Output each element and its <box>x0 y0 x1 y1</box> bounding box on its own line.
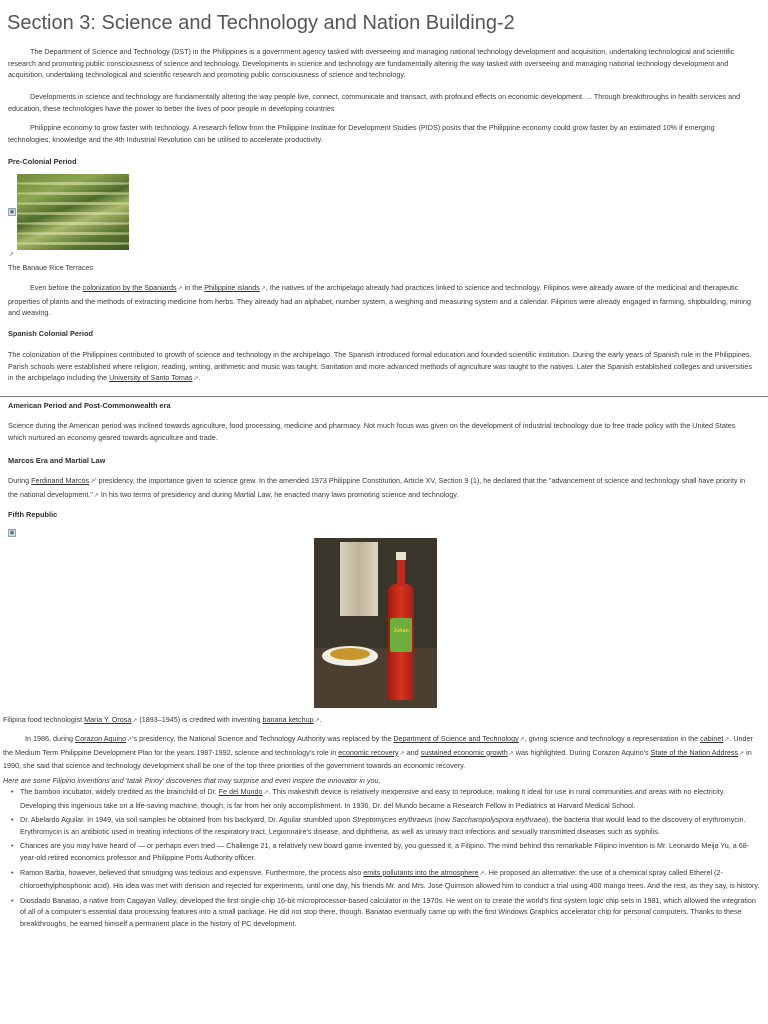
link-university-of-santo-tomas[interactable]: University of Santo Tomas <box>109 373 193 383</box>
link-ferdinand-marcos[interactable]: Ferdinand Marcos <box>31 476 90 485</box>
intro-paragraph-1: The Department of Science and Technology (DST) in the Philippines is a government agency tasked with overseeing and managing national technology development and acquisition, undertaking technological and scientific research and promoting public consciousness of science and technology. Developments in science and technology are fundamentally altering the way tasked with overseeing and managing national technology development and acquisition, undertaking technological and scientific research and promoting public consciousness of science and technology. <box>8 47 735 80</box>
external-link-icon: ↗ <box>519 737 525 743</box>
link-corazon-aquino[interactable]: Corazon Aquino <box>74 734 127 743</box>
external-link-icon: ↗ <box>193 376 199 383</box>
banana-ketchup-photo <box>314 538 437 708</box>
external-link-icon: ↗ <box>177 286 183 292</box>
external-link-icon: ↗ <box>314 718 320 724</box>
external-link-icon: ↗ <box>739 750 745 757</box>
external-link-icon: ↗ <box>724 737 730 743</box>
external-link-icon: ↗ <box>90 479 96 485</box>
image-placeholder-icon: ▣ <box>9 209 15 215</box>
bottle-brand-label: Jufran <box>393 628 409 634</box>
link-emits-pollutants[interactable]: emits pollutants into the atmosphere <box>363 867 479 877</box>
external-link-icon: ↗ <box>508 750 514 757</box>
image-caption-rice-terraces: The Banaue Rice Terraces <box>8 263 93 272</box>
inventions-intro: Here are some Filipino inventions and 'tatak Pinoy' discoveries that may surprise and even inspire the innovator in you. <box>3 776 381 785</box>
link-department-of-science-and-technology[interactable]: Department of Science and Technology <box>393 734 519 743</box>
link-maria-orosa[interactable]: Maria Y. Orosa <box>84 715 132 724</box>
list-item: • The bamboo incubator, widely credited as the brainchild of Dr. Fe del Mundo↗. This makeshift device is relatively inexpensive and easy to reproduce, making it ideal for use in rural communities and areas with no electricity. Developing this ingenious take on a life-saving machine, though, is far from her only accomplishment. In 1936, Dr. del Mundo became a Research Fellow in Pediatrics at Harvard Medical School. <box>20 786 762 811</box>
list-item: • Ramon Barba, however, believed that smudging was tedious and expensive. Furthermore, the process also emits pollutants into the atmosphere↗. He proposed an alternative: the use of a chemical spray called Etherel (2-chloroethylphosphonic acid). His idea was met with derision and rejected for experiments, until one day, his friends Mr. and Mrs. Jose Quimson allowed him to conduct a trial using 400 mango trees. And the rest, as they say, is history. <box>20 867 762 892</box>
intro-paragraph-3: Philippine economy to grow faster with technology. A research fellow from the Philippine Institute for Development Studies (PIDS) posits that the Philippine economy could grow faster by an estimated 10% if emerging technologies, knowledge and the 4th Industrial Revolution can be utilised to accelerate productivity. <box>8 123 715 144</box>
external-link-icon: ↗ <box>260 286 266 292</box>
spanish-paragraph: The colonization of the Philippines contributed to growth of science and technology in the archipelago. The Spanish introduced formal education and founded scientific institution. During the early years of Spanish rule in the Philippines. Parish schools were established where religion, reading, writing, arithmetic and music was taught. Sanitation and more advanced methods of agriculture was taught to the natives. Later the Spanish established colleges and universities in the archipelago including the University of Santo Tomas↗. <box>8 350 752 383</box>
list-item: • Chances are you may have heard of — or perhaps even tried — Challenge 21, a relatively new board game invented by, you guessed it, a Filipino. The mind behind this remarkable Filipino invention is Mr. Leonardo Meija Yu, a 68-year-old retired economics professor and Philippine Ports Authority officer. <box>20 840 762 863</box>
intro-paragraph-2: Developments in science and technology are fundamentally altering the way people live, connect, communicate and transact, with profound effects on economic development. ... Through breakthroughs in health services and education, these technologies have the power to better the lives of poor people in developing countries <box>8 92 741 113</box>
link-philippine-islands[interactable]: Philippine islands <box>204 283 260 292</box>
external-link-icon[interactable]: ↗ <box>9 252 15 258</box>
section-heading-marcos: Marcos Era and Martial Law <box>8 456 106 465</box>
link-cabinet[interactable]: cabinet <box>700 734 724 743</box>
list-item: • Dr. Abelardo Aguilar. In 1949, via soil samples he obtained from his backyard, Dr. Aguilar stumbled upon Streptomyces erythraeus (now Saccharopolyspora erythraea), the bacteria that would lead to the discovery of erythromycin. Erythromycin is an antibiotic used in treating infections of the respiratory tract, Legionnaire's disease, and diphtheria, as well as urinary tract infections and sexually transmitted diseases such as syphilis. <box>20 814 762 837</box>
external-link-icon: ↗ <box>479 870 485 877</box>
image-placeholder-icon: ▣ <box>9 530 15 536</box>
marcos-paragraph: During Ferdinand Marcos↗' presidency, the importance given to science grew. In the amended 1973 Philippine Constitution, Article XV, Section 9 (1), he declared that the "advancement of science and technology shall have priority in the national development."↗ In his two terms of presidency and during Martial Law, he enacted many laws promoting science and technology. <box>8 476 746 499</box>
section-divider <box>0 396 768 397</box>
image-caption-banana-ketchup: Filipina food technologist Maria Y. Orosa↗ (1893–1945) is credited with inventing banana ketchup↗. <box>3 715 322 724</box>
section-heading-american: American Period and Post-Commonwealth era <box>8 401 171 410</box>
inventions-list <box>8 786 762 933</box>
precolonial-paragraph: Even before the colonization by the Spaniards↗ in the Philippine islands↗, the natives of the archipelago already had practices linked to science and technology. Filipinos were already aware of the medicinal and therapeutic properties of plants and the methods of extracting medicine from herbs. They already had an alphabet, number system, a weighing and measuring system and a calendar. Filipinos were already engaged in farming, shipbuilding, mining and weaving. <box>8 283 751 318</box>
link-sustained-economic-growth[interactable]: sustained economic growth <box>420 747 508 757</box>
link-colonization-by-spaniards[interactable]: colonization by the Spaniards <box>82 283 177 292</box>
section-heading-precolonial: Pre-Colonial Period <box>8 157 77 166</box>
american-paragraph: Science during the American period was inclined towards agriculture, food processing, medicine and pharmacy. Not much focus was given on the development of industrial technology due to free trade policy with the United States which nurtured an economy geared towards agriculture and trade. <box>8 421 736 442</box>
external-link-icon: ↗ <box>93 492 99 499</box>
external-link-icon: ↗ <box>132 718 138 724</box>
banaue-rice-terraces-image <box>17 174 129 250</box>
page-title: Section 3: Science and Technology and Nation Building-2 <box>7 12 515 34</box>
link-state-of-the-nation-address[interactable]: State of the Nation Address <box>650 747 739 757</box>
external-link-icon: ↗ <box>127 737 133 743</box>
external-link-icon: ↗ <box>399 750 405 757</box>
external-link-icon: ↗ <box>263 790 269 796</box>
section-heading-fifth-republic: Fifth Republic <box>8 510 58 519</box>
fifth-republic-paragraph: In 1986, during Corazon Aquino↗'s presidency, the National Science and Technology Authority was replaced by the Department of Science and Technology↗, giving science and technology a representation in the cabinet↗. Under the Medium Term Philippine Development Plan for the years 1987-1992, science and technology's role in economic recovery↗ and sustained economic growth↗ was highlighted. During Corazon Aquino's State of the Nation Address↗ in 1990, she said that science and technology development shall be one of the top three priorities of the government towards an economic recovery. <box>3 734 753 771</box>
list-item: • Diosdado Banatao, a native from Cagayan Valley, developed the first single-chip 16-bit microprocessor-based calculator in the 1970s. He went on to create the world's first system logic chip sets in 1981, which allowed the integration of all of a computer's essential data processing features into a small package. He did not stop there, though. Banatao eventually came up with the first Windows Graphics accelerator chip for personal computers. Thanks to these breakthroughs, he earned himself a permanent place in the history of PC development. <box>20 895 762 930</box>
link-economic-recovery[interactable]: economic recovery <box>338 747 399 757</box>
link-fe-del-mundo[interactable]: Fe del Mundo <box>218 787 263 796</box>
section-heading-spanish: Spanish Colonial Period <box>8 329 94 338</box>
link-banana-ketchup[interactable]: banana ketchup <box>262 715 314 724</box>
